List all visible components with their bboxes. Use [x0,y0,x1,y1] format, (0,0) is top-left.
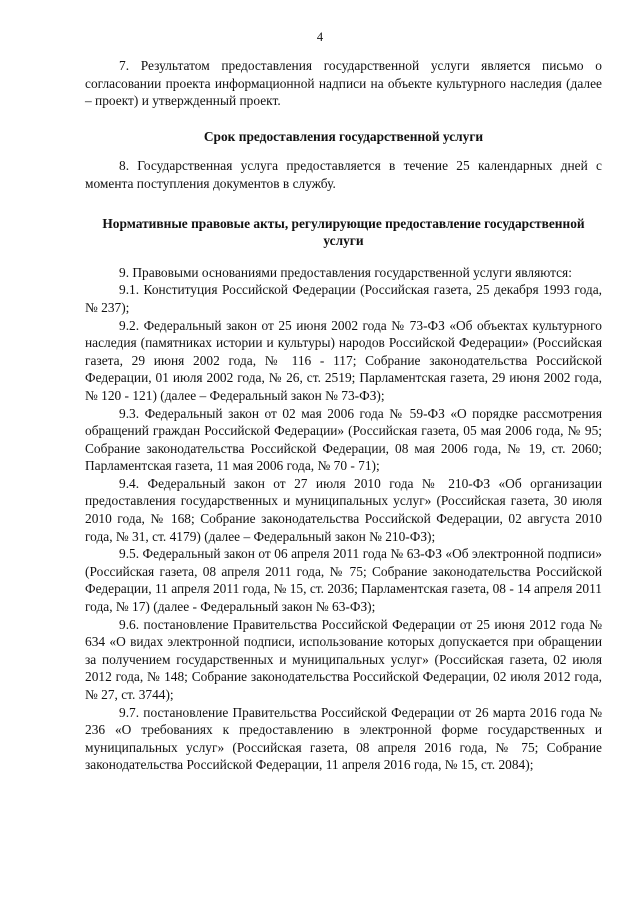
heading-legal-acts: Нормативные правовые акты, регулирующие предоставление государственной услуги [102,215,585,249]
page-number: 4 [316,30,324,44]
legal-item-9-7: 9.7. постановление Правительства Российской Федерации от 26 марта 2016 года № 236 «О требованиях к предоставлению в электронной форме государственных и муниципальных услуг» (Российская газета, 08 апреля 2016 года, № 75; Собрание законодательства Российской Федерации, 11 апреля 2016 года, № 15, ст. 2084); [85,704,602,773]
legal-item-9-1: 9.1. Конституция Российской Федерации (Российская газета, 25 декабря 1993 года, № 237); [85,282,602,315]
paragraph-7: 7. Результатом предоставления государственной услуги является письмо о согласовании проекта информационной надписи на объекте культурного наследия (далее – проект) и утвержденный проект. [85,58,602,109]
legal-item-9-2: 9.2. Федеральный закон от 25 июня 2002 года № 73-ФЗ «Об объектах культурного наследия (памятниках истории и культуры) народов Российской Федерации» (Российская газета, 29 июня 2002 года, № 116 - 117; Собрание законодательства Российской Федерации, 01 июля 2002 года, № 26, ст. 2519; Парламентская газета, 29 июня 2002 года, № 120 - 121) (далее – Федеральный закон № 73-ФЗ); [85,317,602,403]
legal-item-9-6: 9.6. постановление Правительства Российской Федерации от 25 июня 2012 года № 634 «О видах электронной подписи, использование которых допускается при обращении за получением государственных и муниципальных услуг» (Российская газета, 02 июля 2012 года, № 148; Собрание законодательства Российской Федерации, 02 июля 2012 года, № 27, ст. 3744); [85,616,602,702]
document-body [85,57,602,774]
paragraph-8: 8. Государственная услуга предоставляется в течение 25 календарных дней с момента поступления документов в службу. [85,158,602,191]
legal-item-9-4: 9.4. Федеральный закон от 27 июля 2010 года № 210-ФЗ «Об организации предоставления государственных и муниципальных услуг» (Российская газета, 30 июля 2010 года, № 168; Собрание законодательства Российской Федерации, 02 августа 2010 года, № 31, ст. 4179) (далее – Федеральный закон № 210-ФЗ); [85,475,602,544]
heading-service-term: Срок предоставления государственной услуги [203,128,484,144]
legal-item-9-3: 9.3. Федеральный закон от 02 мая 2006 года № 59-ФЗ «О порядке рассмотрения обращений граждан Российской Федерации» (Российская газета, 05 мая 2006 года, № 95; Собрание законодательства Российской Федерации, 08 мая 2006 года, № 19, ст. 2060; Парламентская газета, 11 мая 2006 года, № 70 - 71); [85,405,602,474]
paragraph-9: 9. Правовыми основаниями предоставления государственной услуги являются: [119,264,572,280]
legal-item-9-5: 9.5. Федеральный закон от 06 апреля 2011 года № 63-ФЗ «Об электронной подписи» (Российская газета, 08 апреля 2011 года, № 75; Собрание законодательства Российской Федерации, 11 апреля 2011 года, № 15, ст. 2036; Парламентская газета, 08 - 14 апреля 2011 года, № 17) (далее - Федеральный закон № 63-ФЗ); [85,546,602,615]
